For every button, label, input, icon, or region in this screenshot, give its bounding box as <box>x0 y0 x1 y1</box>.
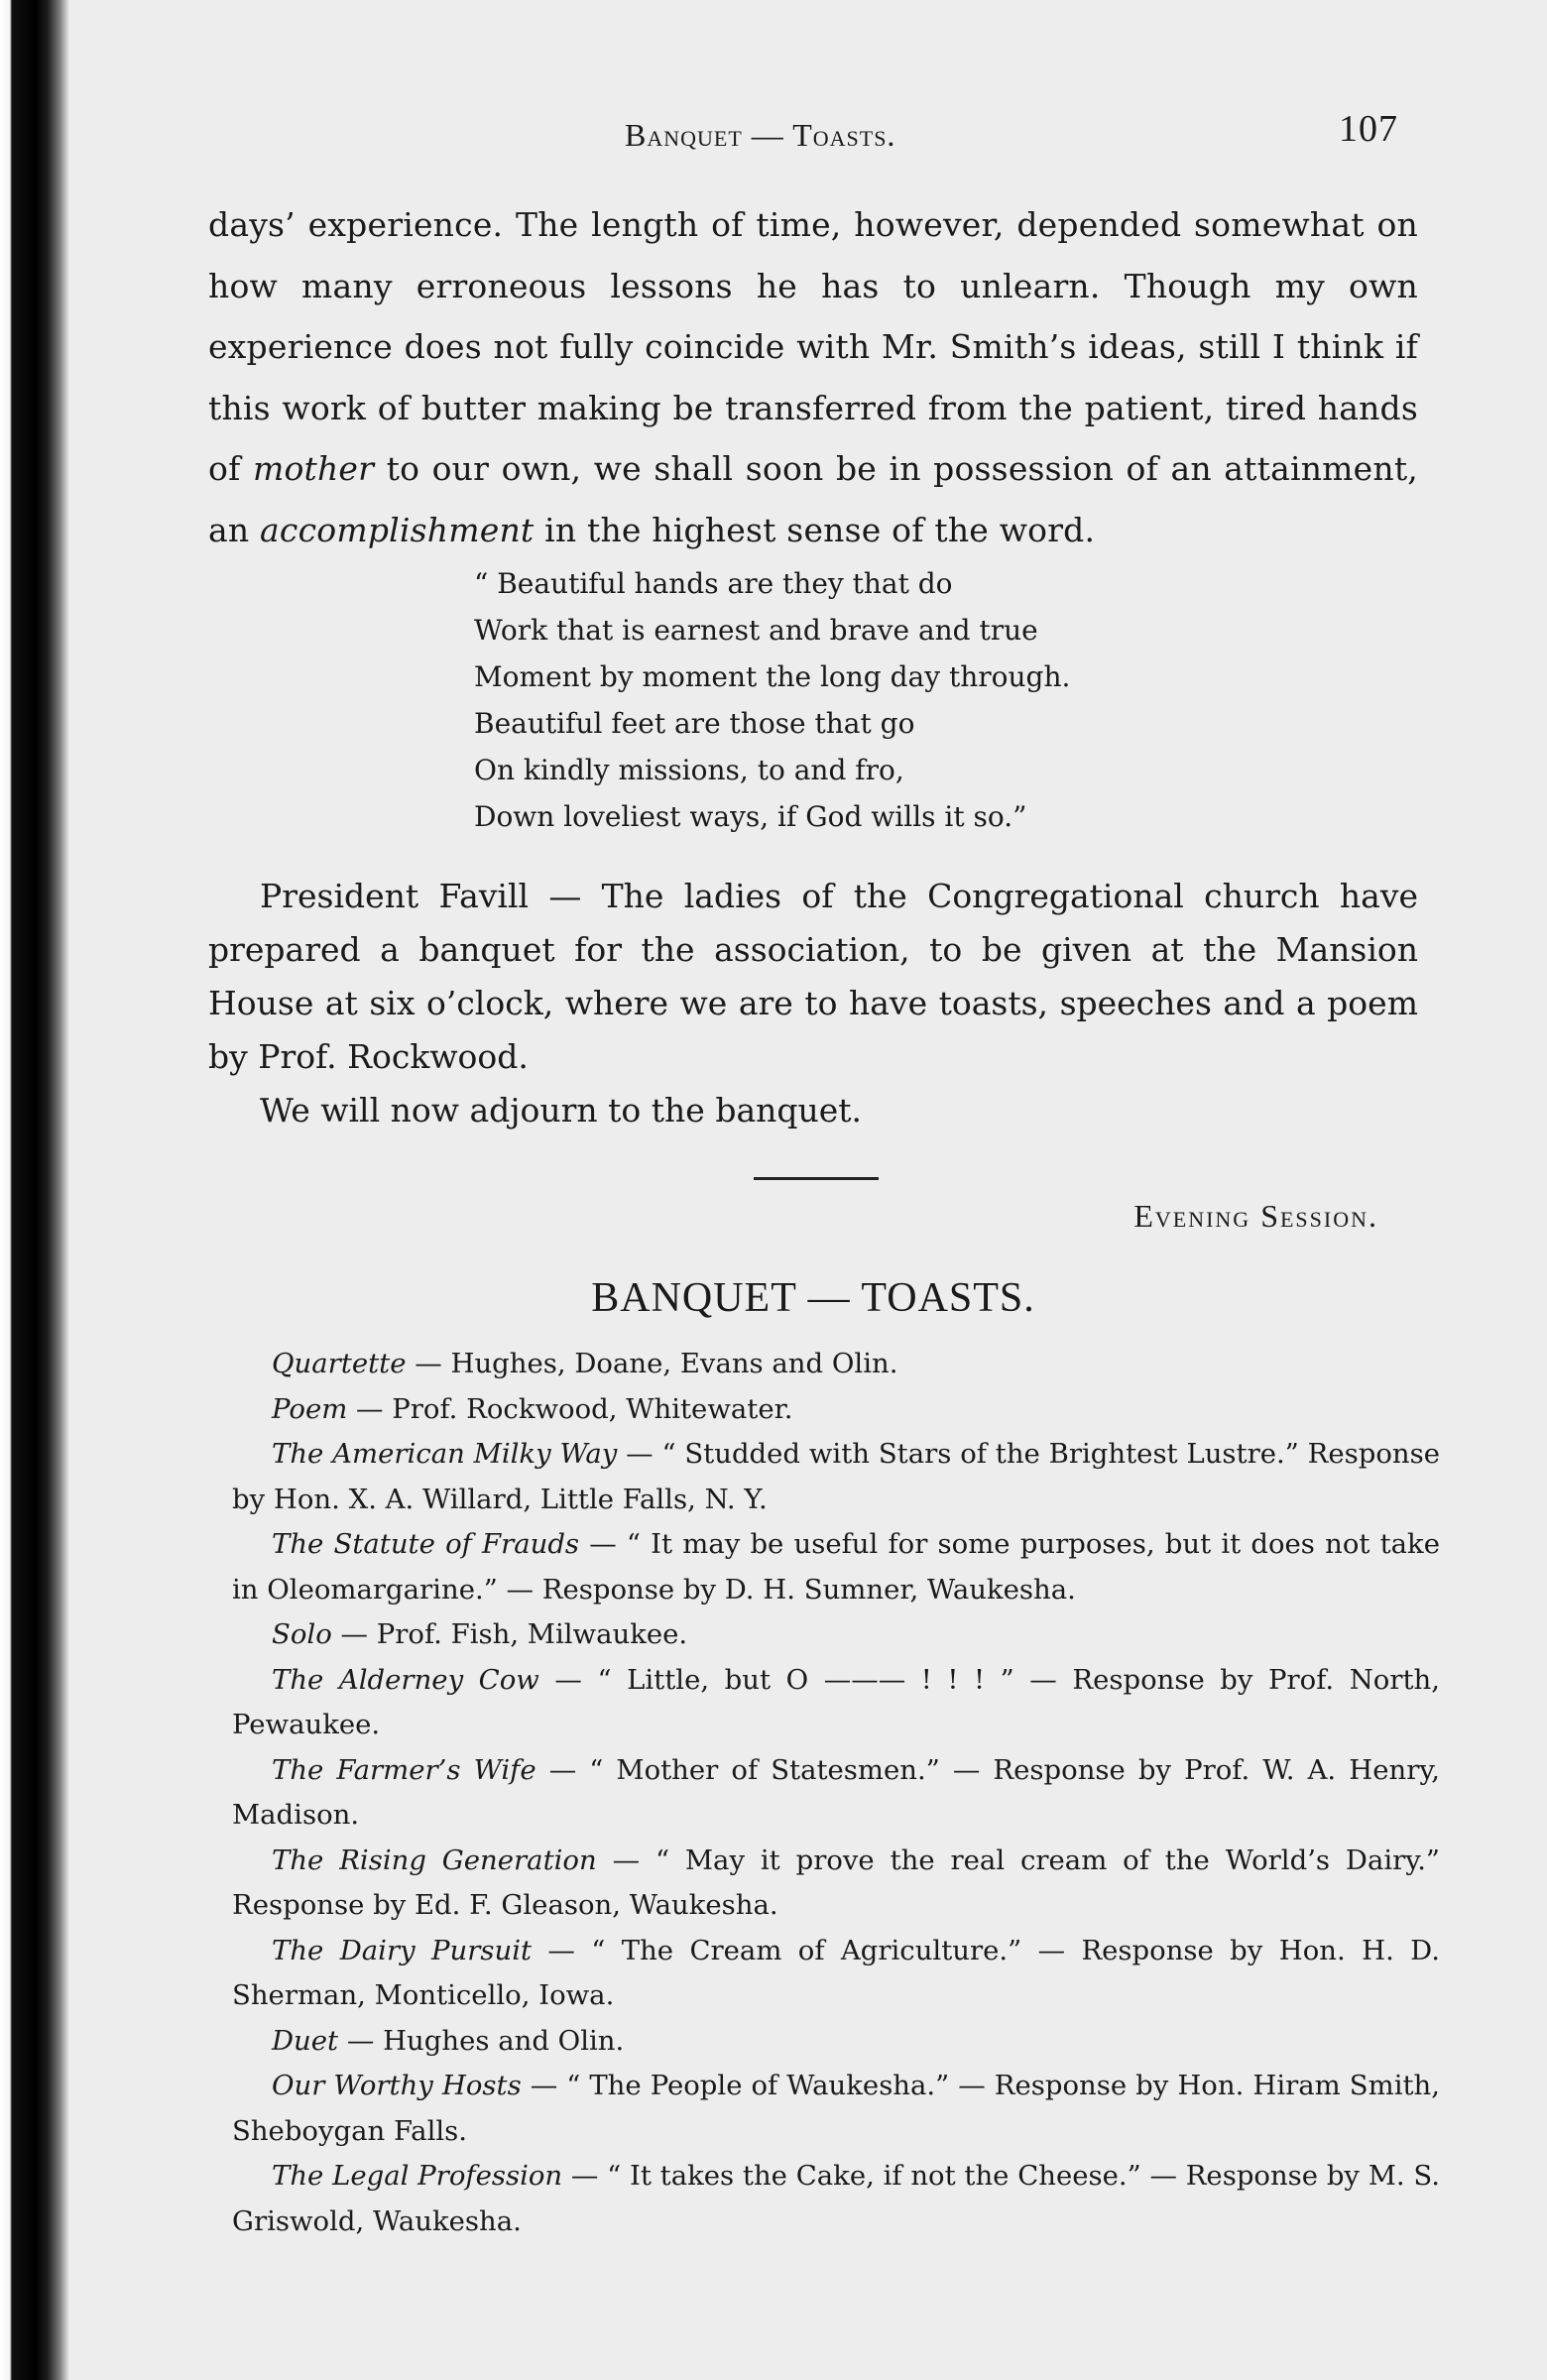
toast-topic: The Legal Profession <box>272 2160 563 2192</box>
toast-item <box>232 2064 1440 2154</box>
announcement-section <box>208 870 1418 1137</box>
toast-item <box>232 1658 1440 1748</box>
toast-text: — Hughes, Doane, Evans and Olin. <box>406 1348 898 1379</box>
toast-item <box>232 1748 1440 1839</box>
poem-line: On kindly missions, to and fro, <box>474 754 904 786</box>
toast-text: — Prof. Fish, Milwaukee. <box>331 1618 688 1650</box>
emphasis-mother: mother <box>252 449 375 488</box>
toast-topic: The Farmer’s Wife <box>272 1753 536 1786</box>
poem-line: Beautiful feet are those that go <box>474 707 915 740</box>
toast-topic: The Dairy Pursuit <box>272 1934 533 1966</box>
running-header <box>208 99 1418 159</box>
toast-topic: The Statute of Frauds <box>272 1528 580 1560</box>
toast-item <box>232 1839 1440 1929</box>
toast-topic: Poem <box>272 1392 348 1425</box>
poem-line: Work that is earnest and brave and true <box>474 614 1038 647</box>
section-divider <box>754 1177 879 1180</box>
toast-item <box>232 2154 1440 2244</box>
toast-topic: The Rising Generation <box>272 1844 597 1876</box>
poem-quote <box>474 560 1418 840</box>
poem-line: “ Beautiful hands are they that do <box>474 567 953 600</box>
toast-text: — “ It may be useful for some purposes, but it does not take in Oleomargarine.” — Response by D. H. Sumner, Waukesha. <box>232 1528 1440 1606</box>
paragraph <box>208 194 1418 560</box>
book-page <box>208 99 1440 2244</box>
toast-text: — “ May it prove the real cream of the World’s Dairy.” Response by Ed. F. Gleason, Waukesha. <box>232 1844 1440 1921</box>
toast-topic: Our Worthy Hosts <box>272 2070 522 2101</box>
toast-text: — “ The Cream of Agriculture.” — Response by Hon. H. D. Sherman, Monticello, Iowa. <box>232 1934 1440 2011</box>
toast-text: — “ It takes the Cake, if not the Cheese.” — Response by M. S. Griswold, Waukesha. <box>232 2160 1440 2237</box>
toast-topic: Solo <box>272 1618 332 1650</box>
toast-text: — “ Studded with Stars of the Brightest Lustre.” Response by Hon. X. A. Willard, Little Falls, N. Y. <box>232 1438 1440 1515</box>
toast-topic: Duet <box>272 2024 339 2057</box>
toast-topic: The American Milky Way <box>272 1438 618 1470</box>
section-title: BANQUET — TOASTS. <box>591 1275 1035 1321</box>
toast-item <box>232 2019 1440 2065</box>
book-binding-shadow <box>0 0 69 2380</box>
toast-item <box>232 1342 1440 1387</box>
toast-item <box>232 1432 1440 1522</box>
announcement-paragraph: We will now adjourn to the banquet. <box>260 1091 863 1130</box>
toast-topic: The Alderney Cow <box>272 1663 539 1696</box>
paragraph-text: to our own, we shall soon be in possession of an attainment, an <box>208 449 1418 549</box>
announcement-paragraph: President Favill — The ladies of the Congregational church have prepared a banquet for the association, to be given at the Mansion House at six o’clock, where we are to have toasts, speeches and a poem by Prof. Rockwood. <box>208 877 1418 1076</box>
poem-line: Moment by moment the long day through. <box>474 660 1071 693</box>
toast-text: — “ Mother of Statesmen.” — Response by Prof. W. A. Henry, Madison. <box>232 1753 1440 1831</box>
toast-text: — “ Little, but O ——— ! ! ! ” — Response by Prof. North, Pewaukee. <box>232 1663 1440 1740</box>
prose-section <box>208 194 1418 560</box>
evening-session-heading: Evening Session. <box>1133 1198 1378 1234</box>
toasts-list <box>232 1342 1440 2244</box>
toast-item <box>232 1387 1440 1433</box>
toast-item <box>232 1929 1440 2019</box>
poem-line: Down loveliest ways, if God wills it so.” <box>474 800 1027 833</box>
toast-text: — “ The People of Waukesha.” — Response by Hon. Hiram Smith, Sheboygan Falls. <box>232 2070 1440 2147</box>
emphasis-accomplishment: accomplishment <box>260 510 535 549</box>
toast-text: — Prof. Rockwood, Whitewater. <box>347 1392 793 1425</box>
toast-topic: Quartette <box>272 1348 407 1379</box>
paragraph-text: days’ experience. The length of time, however, depended somewhat on how many erroneous lessons he has to unlearn. Though my own experience does not fully coincide with Mr. Smith’s ideas, still I think if this work of butter making be transferred from the patient, tired hands of <box>208 205 1418 488</box>
toast-item <box>232 1612 1440 1658</box>
running-title: Banquet — Toasts. <box>625 117 896 153</box>
toast-text: — Hughes and Olin. <box>338 2024 625 2057</box>
page-number: 107 <box>1339 108 1398 150</box>
paragraph-text: in the highest sense of the word. <box>534 510 1096 549</box>
toast-item <box>232 1522 1440 1612</box>
